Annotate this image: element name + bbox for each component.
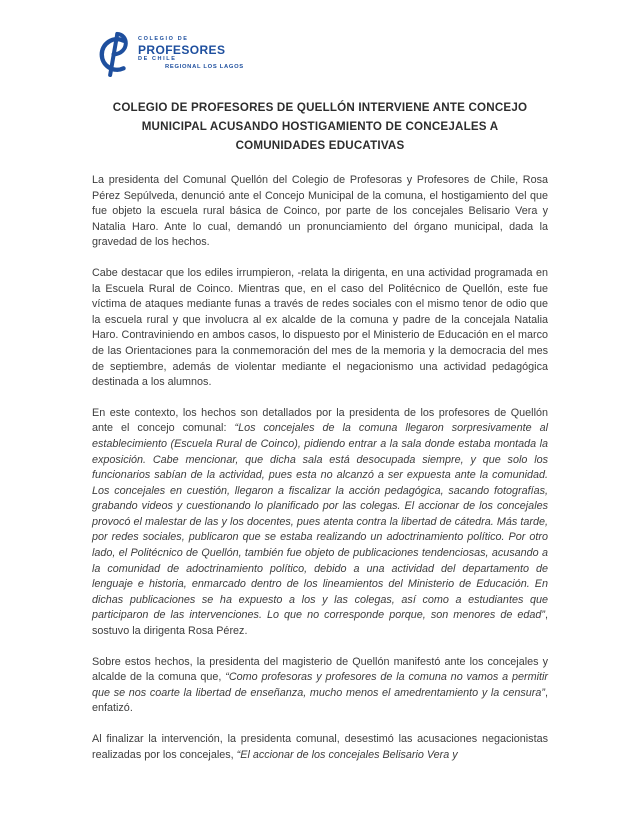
cp-monogram-icon: [92, 30, 134, 78]
paragraph: [92, 655, 548, 717]
paragraph: [92, 266, 548, 391]
body-text: En este contexto, los hechos son detallados por la presidenta de los profesores de Quellón ante el concejo comunal:: [92, 406, 548, 435]
quote-text: “El accionar de los concejales Belisario Vera y: [236, 748, 458, 761]
body-text: , enfatizó.: [92, 686, 548, 715]
body-text: Sobre estos hechos, la presidenta del magisterio de Quellón manifestó ante los concejales y alcalde de la comuna que,: [92, 655, 548, 684]
logo-line-regional: REGIONAL LOS LAGOS: [165, 64, 244, 71]
logo-line-profesores: PROFESORES: [138, 42, 226, 57]
paragraph: [92, 732, 548, 763]
logo-line-colegio-de: COLEGIO DE: [138, 36, 189, 42]
title-line: MUNICIPAL ACUSANDO HOSTIGAMIENTO DE CONCEJALES A: [141, 120, 499, 133]
title-line: COMUNIDADES EDUCATIVAS: [235, 139, 405, 152]
body-text: , sostuvo la dirigenta Rosa Pérez.: [92, 609, 548, 638]
body-text: La presidenta del Comunal Quellón del Colegio de Profesoras y Profesores de Chile, Rosa Pérez Sepúlveda, denunció ante el Concejo Municipal de la comuna, el hostigamiento del que fue objeto la escuela rural básica de Coinco, por parte de los concejales Belisario Vera y Natalia Haro. Ante lo cual, demandó un pronunciamiento del órgano municipal, dada la gravedad de los hechos.: [92, 174, 548, 249]
quote-text: “Como profesoras y profesores de la comuna no vamos a permitir que se nos coarte la libertad de enseñanza, mucho menos el amedrentamiento y la censura”: [92, 671, 548, 699]
paragraph: [92, 406, 548, 640]
logo-line-de-chile: DE CHILE: [138, 56, 177, 63]
body-text: Al finalizar la intervención, la presidenta comunal, desestimó las acusaciones negacionistas realizadas por los concejales,: [92, 733, 548, 761]
paragraph: [92, 173, 548, 251]
title-line: COLEGIO DE PROFESORES DE QUELLÓN INTERVIENE ANTE CONCEJO: [112, 101, 528, 114]
logo-wordmark: [138, 30, 244, 70]
document-title: [78, 98, 562, 155]
document-body: [92, 173, 548, 763]
quote-text: “Los concejales de la comuna llegaron sorpresivamente al establecimiento (Escuela Rural de Coinco), pidiendo entrar a la sala donde estaba montada la exposición. Cabe mencionar, que dicha sala está desocupada siempre, y que solo los funcionarios sabían de la actividad, pues esta no alcanzó a ser expuesta ante la comunidad. Los concejales en cuestión, llegaron a fiscalizar la acción pedagógica, sacando fotografías, grabando videos y cuestionando lo planificado por las colegas. El accionar de los concejales provocó el malestar de las y los docentes, pues atenta contra la libertad de cátedra. Más tarde, por redes sociales, publicaron que se estaba realizando un adoctrinamiento político. Por otro lado, el Politécnico de Quellón, también fue objeto de publicaciones tendenciosas, acusando a la comunidad de adoctrinamiento político, debido a una actividad del departamento de lenguaje e historia, enmarcado dentro de los lineamientos del Ministerio de Educación. En dichas publicaciones se ha expuesto a los y las colegas, así como a estudiantes que participaron de las intervenciones. Lo que no corresponde porque, son menores de edad”: [92, 422, 548, 622]
organization-logo: [92, 30, 548, 78]
body-text: Cabe destacar que los ediles irrumpieron, -relata la dirigenta, en una actividad programada en la Escuela Rural de Coinco. Mientras que, en el caso del Politécnico de Quellón, este fue víctima de ataques mediante funas a través de redes sociales con el mismo tenor de odio que la escuela rural y que involucra al ex alcalde de la comuna y padre de la concejala Natalia Haro. Contraviniendo en ambos casos, lo dispuesto por el Ministerio de Educación en el marco de las Orientaciones para la conmemoración del mes de la memoria y la democracia del mes de septiembre, además de violentar mediante el negacionismo una actividad pedagógica destinada a los alumnos.: [92, 266, 548, 389]
